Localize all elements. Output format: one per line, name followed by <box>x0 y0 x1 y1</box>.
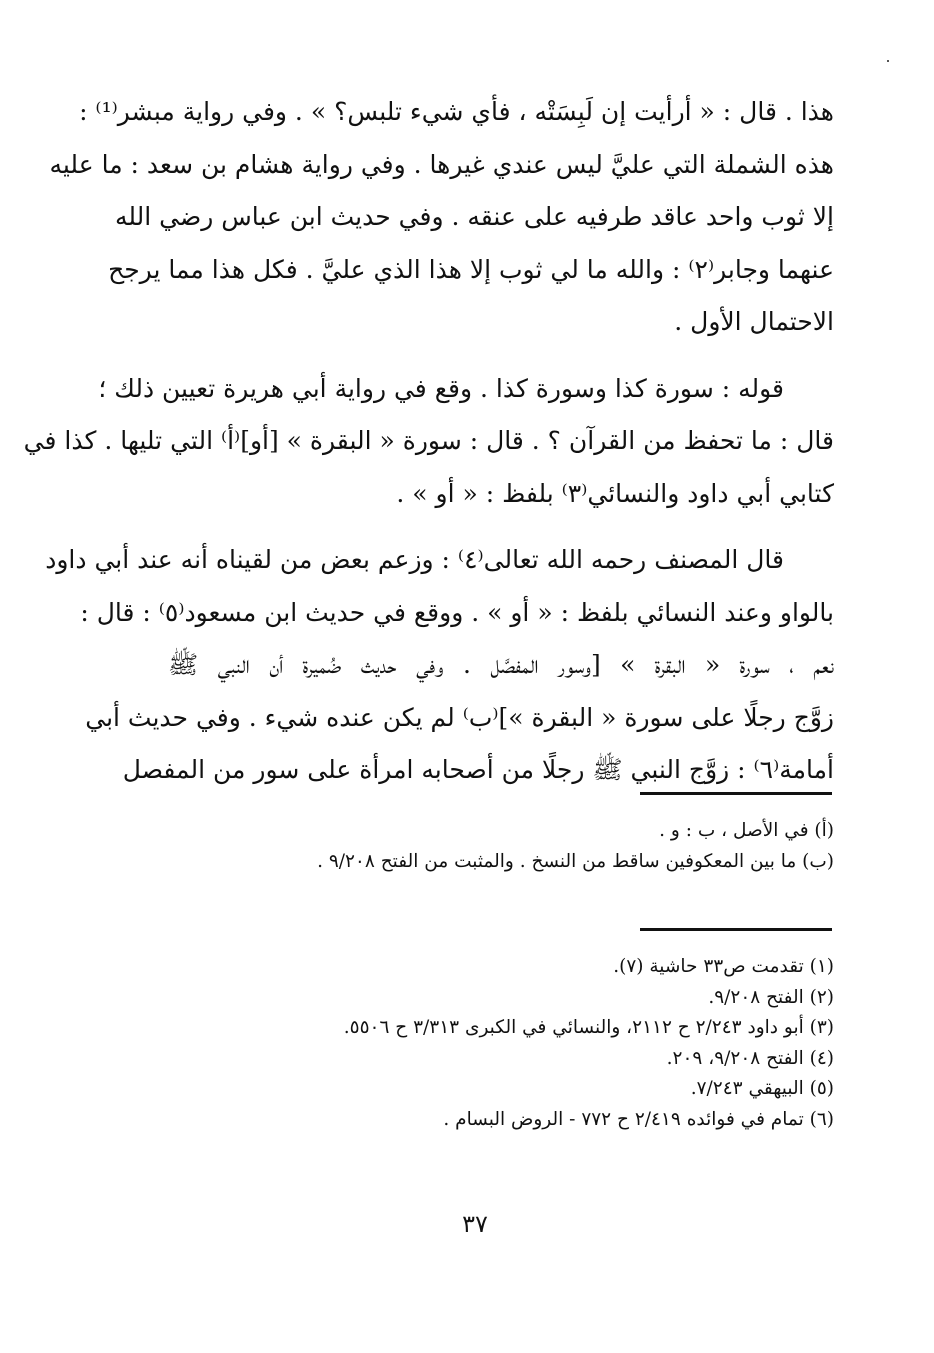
scan-speck <box>887 60 889 62</box>
footnote: (٥) البيهقي ٧/٢٤٣. <box>690 1078 834 1099</box>
footnotes <box>168 952 834 1135</box>
footnotes-divider <box>640 928 832 931</box>
footnote: (٦) تمام في فوائده ٢/٤١٩ ح ٧٧٢ - الروض البسام . <box>443 1108 834 1130</box>
text-line: زوَّج رجلًا على سورة « البقرة »]⁽ب⁾ لم يكن عنده شيء . وفي حديث أبي <box>85 702 834 732</box>
text-line: قال المصنف رحمه الله تعالى⁽٤⁾ : وزعم بعض من لقيناه أنه عند أبي داود <box>45 545 784 574</box>
variant-notes-divider <box>640 792 832 795</box>
variant-note: (ب) ما بين المعكوفين ساقط من النسخ . والمثبت من الفتح ٩/٢٠٨ . <box>317 850 834 872</box>
text-line: نعم ، سورة « البقرة » [وسور المفصَّل . وفي حديث ضُميرة أن النبي ﷺ <box>168 650 834 679</box>
main-body-text <box>23 86 834 797</box>
page-number: ٣٧ <box>462 1210 488 1238</box>
footnote: (١) تقدمت ص٣٣ حاشية (٧). <box>613 956 834 977</box>
text-line: كتابي أبي داود والنسائي⁽٣⁾ بلفظ : « أو » . <box>396 478 834 508</box>
paragraph-3 <box>45 534 834 797</box>
text-line: إلا ثوب واحد عاقد طرفيه على عنقه . وفي حديث ابن عباس رضي الله <box>114 202 834 231</box>
text-line: هذه الشملة التي عليَّ ليس عندي غيرها . وفي رواية هشام بن سعد : ما عليه <box>49 149 834 179</box>
paragraph-1 <box>49 86 834 349</box>
text-line: أمامة⁽٦⁾ : زوَّج النبي ﷺ رجلًا من أصحابه امرأة على سور من المفصل <box>122 755 834 784</box>
text-line: عنهما وجابر⁽٢⁾ : والله ما لي ثوب إلا هذا الذي عليَّ . فكل هذا مما يرجح <box>108 254 834 284</box>
text-line: قال : ما تحفظ من القرآن ؟ . قال : سورة « البقرة » [أو]⁽أ⁾ التي تليها . كذا في <box>23 426 834 455</box>
text-line: هذا . قال : « أرأيت إن لَبِسَتْه ، فأي شيء تلبس؟ » . وفي رواية مبشر⁽¹⁾ : <box>79 97 834 126</box>
variant-notes <box>168 816 834 877</box>
footnote: (٣) أبو داود ٢/٢٤٣ ح ٢١١٢، والنسائي في الكبرى ٣/٣١٣ ح ٥٥٠٦. <box>343 1017 834 1038</box>
text-line: بالواو وعند النسائي بلفظ : « أو » . ووقع في حديث ابن مسعود⁽٥⁾ : قال : <box>80 597 834 627</box>
text-line: الاحتمال الأول . <box>674 307 834 336</box>
footnote: (٢) الفتح ٩/٢٠٨. <box>708 986 834 1008</box>
variant-note: (أ) في الأصل ، ب : و . <box>659 820 834 841</box>
text-line: قوله : سورة كذا وسورة كذا . وقع في رواية أبي هريرة تعيين ذلك ؛ <box>98 373 784 403</box>
footnote: (٤) الفتح ٩/٢٠٨، ٢٠٩. <box>666 1047 834 1069</box>
paragraph-2 <box>23 363 834 521</box>
